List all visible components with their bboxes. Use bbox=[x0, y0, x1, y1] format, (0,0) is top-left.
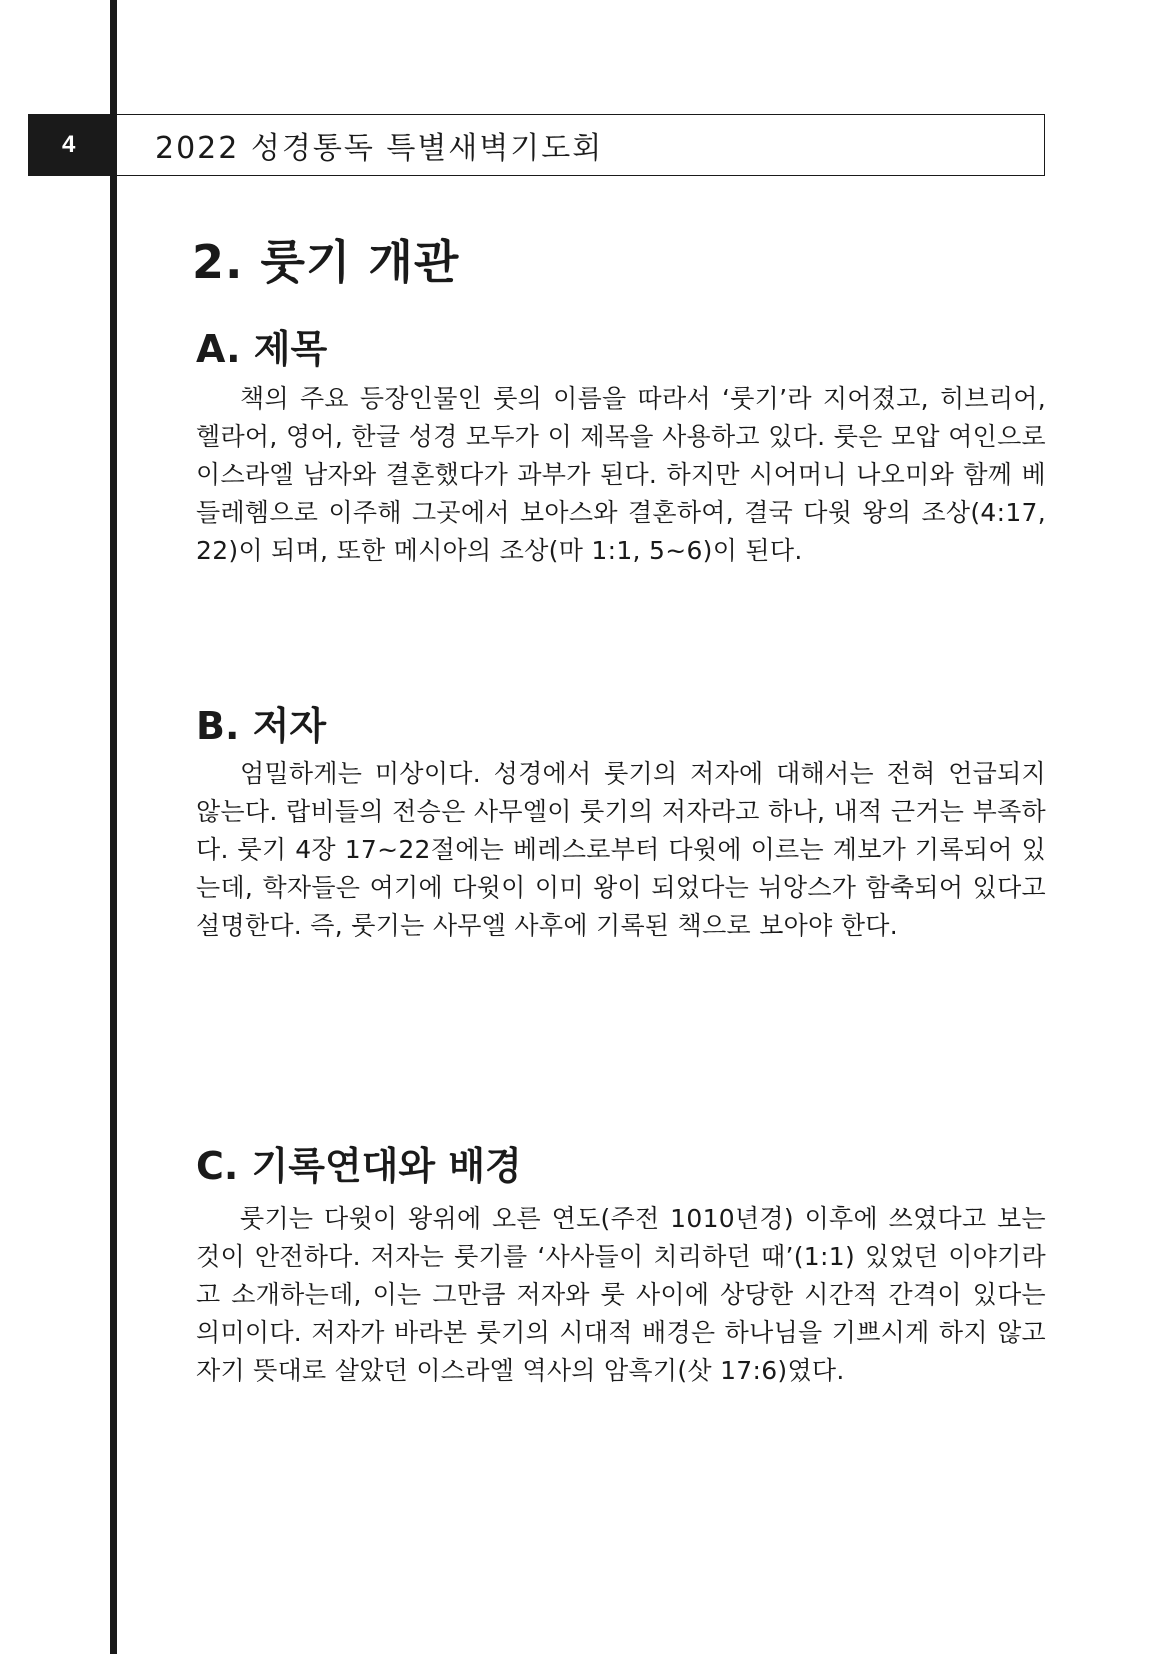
section-heading-title: A. 제목 bbox=[196, 327, 328, 371]
section-body-title: 책의 주요 등장인물인 룻의 이름을 따라서 ‘룻기’라 지어졌고, 히브리어, 헬라어, 영어, 한글 성경 모두가 이 제목을 사용하고 있다. 룻은 모압 여인으로 이스라엘 남자와 결혼했다가 과부가 된다. 하지만 시어머니 나오미와 함께 베들레헴으로 이주해 그곳에서 보아스와 결혼하여, 결국 다윗 왕의 조상(4:17, 22)이 되며, 또한 메시아의 조상(마 1:1, 5~6)이 된다. bbox=[196, 384, 1046, 565]
running-title: 2022 성경통독 특별새벽기도회 bbox=[155, 131, 604, 166]
section-heading-author: B. 저자 bbox=[196, 704, 327, 748]
binding-rule bbox=[110, 0, 117, 1654]
page-number-tab bbox=[28, 114, 117, 176]
page-number: 4 bbox=[62, 131, 76, 158]
section-body-author: 엄밀하게는 미상이다. 성경에서 룻기의 저자에 대해서는 전혀 언급되지 않는다. 랍비들의 전승은 사무엘이 룻기의 저자라고 하나, 내적 근거는 부족하다. 룻기 4장 17~22절에는 베레스로부터 다윗에 이르는 계보가 기록되어 있는데, 학자들은 여기에 다윗이 이미 왕이 되었다는 뉘앙스가 함축되어 있다고 설명한다. 즉, 룻기는 사무엘 사후에 기록된 책으로 보아야 한다. bbox=[196, 759, 1046, 940]
running-header bbox=[117, 114, 1045, 176]
section-heading-date-background: C. 기록연대와 배경 bbox=[196, 1144, 522, 1188]
section-body-date-background: 룻기는 다윗이 왕위에 오른 연도(주전 1010년경) 이후에 쓰였다고 보는 것이 안전하다. 저자는 룻기를 ‘사사들이 치리하던 때’(1:1) 있었던 이야기라고 소개하는데, 이는 그만큼 저자와 룻 사이에 상당한 시간적 간격이 있다는 의미이다. 저자가 바라본 룻기의 시대적 배경은 하나님을 기쁘시게 하지 않고 자기 뜻대로 살았던 이스라엘 역사의 암흑기(삿 17:6)였다. bbox=[196, 1204, 1046, 1385]
chapter-title: 2. 룻기 개관 bbox=[192, 235, 460, 289]
